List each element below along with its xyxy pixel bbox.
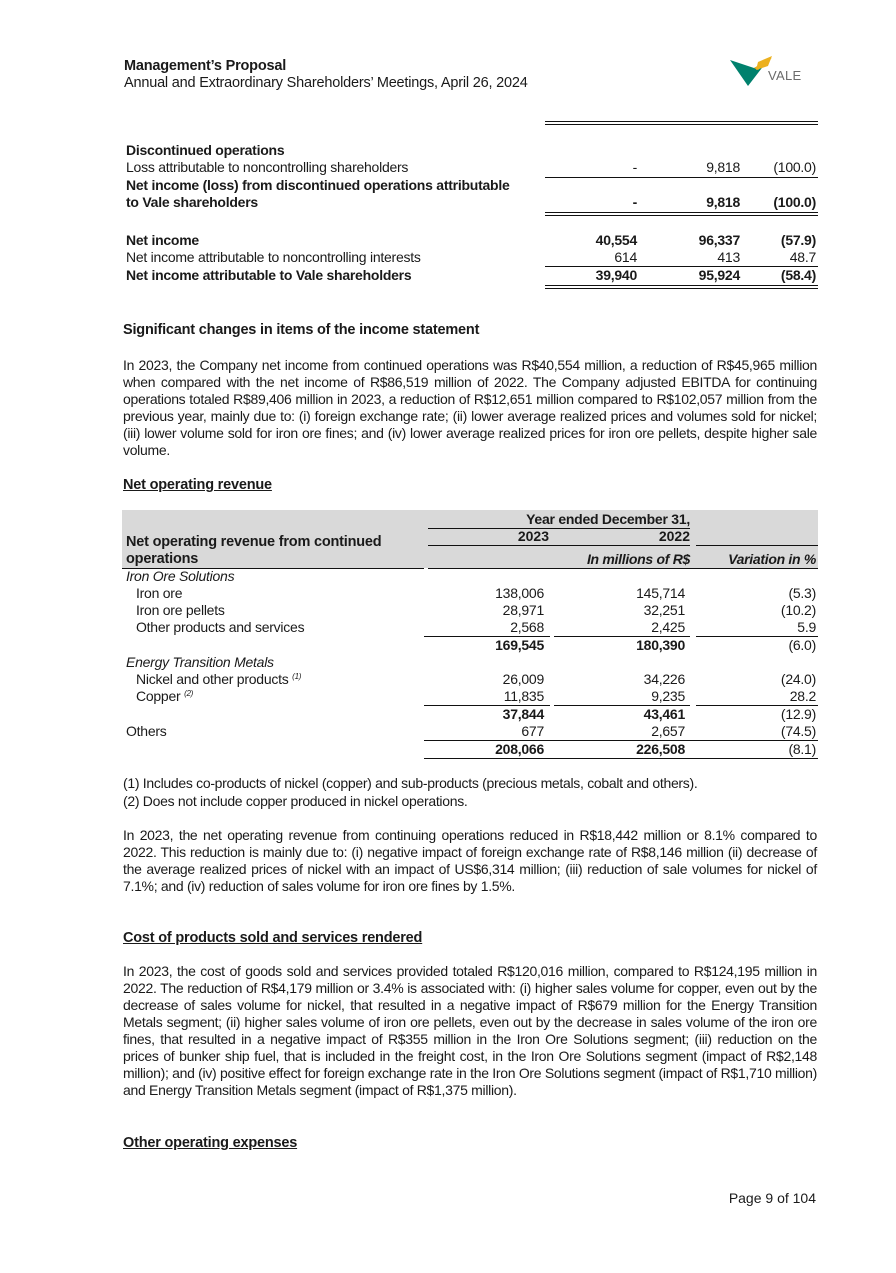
table-row-other-products: Other products and services 2,568 2,425 5.9 [136,619,816,635]
rule [428,545,690,546]
table-row-total: 208,066 226,508 (8.1) [495,741,816,757]
document-subtitle: Annual and Extraordinary Shareholders’ Meetings, April 26, 2024 [124,75,528,91]
section-heading-significant-changes: Significant changes in items of the income statement [123,322,480,338]
footnote-ref-2: (2) [184,689,194,698]
header-2023: 2023 [517,528,549,544]
header-year-ended: Year ended December 31, [526,511,690,527]
page-number: Page 9 of 104 [728,1190,816,1206]
rule [424,758,818,759]
table-row-subtotal-energy: 37,844 43,461 (12.9) [502,706,816,722]
section-heading-net-operating-revenue: Net operating revenue [123,477,272,493]
footnote-ref-1: (1) [292,672,302,681]
table-row-group-energy-transition: Energy Transition Metals [126,654,274,670]
table-row-loss-noncontrolling: Loss attributable to noncontrolling shareholders - 9,818 (100.0) [126,159,816,175]
table-row-others: Others 677 2,657 (74.5) [126,723,816,739]
table-row-net-income: Net income 40,554 96,337 (57.9) [126,232,816,248]
table-row-discontinued-operations: Discontinued operations [126,142,285,158]
header-units: In millions of R$ [586,551,690,567]
document-title: Management’s Proposal [124,58,287,74]
table-row-net-income-discontinued: Net income (loss) from discontinued operations attributable [126,177,510,193]
double-rule [545,285,818,289]
paragraph-cost-of-products: In 2023, the cost of goods sold and services provided totaled R$120,016 million, compared to R$124,195 million in 2022. The reduction of R$4,179 million or 3.4% is associated with: (i) higher sales volume for copper, even out by the decrease of sales volume for nickel, that resulted in a negative impact of R$679 million for the Energy Transition Metals segment; (ii) higher sales volume of iron ore pellets, even out by the decrease in sales volume of the iron ore fines, that resulted in a negative impact of R$355 million in the Iron Ore Solutions segment; (iii) reduction on the prices of bunker ship fuel, that is included in the freight cost, in the Iron Ore Solutions segment (impact of R$2,148 million); and (iv) positive effect for foreign exchange rate in the Iron Ore Solutions segment (impact of R$1,710 million) and Energy Transition Metals segment (impact of R$1,375 million). [123,963,817,1098]
double-rule [545,212,818,216]
footnote-1: (1) Includes co-products of nickel (copper) and sub-products (precious metals, cobalt and others). [123,775,698,791]
table-top-double-rule [545,121,818,125]
header-variation: Variation in % [728,551,816,567]
logo-text: VALE [768,68,802,83]
section-heading-other-operating-expenses: Other operating expenses [123,1135,298,1151]
header-row-label-line1: Net operating revenue from continued [126,534,382,550]
vale-logo [728,56,812,90]
header-2022: 2022 [658,528,690,544]
table-row-to-vale-shareholders: to Vale shareholders - 9,818 (100.0) [126,194,816,210]
table-row-nickel: Nickel and other products $^{(1)}$ 26,009 34,226 (24.0) [136,671,816,687]
footnote-2: (2) Does not include copper produced in nickel operations. [123,793,468,809]
rule [696,545,818,546]
table-row-group-iron-ore-solutions: Iron Ore Solutions [126,568,235,584]
table-row-copper: Copper $^{(2)}$ 11,835 9,235 28.2 [136,688,816,704]
table-row-noncontrolling-interests: Net income attributable to noncontrolling interests 614 413 48.7 [126,249,816,265]
table-row-net-income-vale: Net income attributable to Vale shareholders 39,940 95,924 (58.4) [126,267,816,283]
table-row-iron-ore-pellets: Iron ore pellets 28,971 32,251 (10.2) [136,602,816,618]
vale-logo-icon [728,56,772,90]
section-heading-cost-of-products: Cost of products sold and services rendered [123,930,423,946]
paragraph-net-operating-revenue: In 2023, the net operating revenue from continuing operations reduced in R$18,442 million or 8.1% compared to 2022. This reduction is mainly due to: (i) negative impact of foreign exchange rate of R$8,146 million (ii) decrease of the average realized prices of nickel with an impact of US$6,314 million; (iii) reduction of sale volumes for nickel of 7.1%; and (iv) reduction of sales volume for iron ore fines by 1.5%. [123,827,817,894]
table-row-subtotal-iron-ore: 169,545 180,390 (6.0) [495,637,816,653]
table-row-iron-ore: Iron ore 138,006 145,714 (5.3) [136,585,816,601]
paragraph-significant-changes: In 2023, the Company net income from continued operations was R$40,554 million, a reduction of R$45,965 million when compared with the net income of R$86,519 million of 2022. The Company adjusted EBITDA for continuing operations totaled R$89,406 million in 2023, a reduction of R$12,651 million compared to R$102,057 million from the previous year, mainly due to: (i) foreign exchange rate; (ii) lower average realized prices and volumes sold for nickel; (iii) lower volume sold for iron ore fines; and (iv) lower average realized prices for iron ore pellets, despite higher sale volume. [123,357,817,458]
header-row-label-line2: operations [126,551,199,567]
